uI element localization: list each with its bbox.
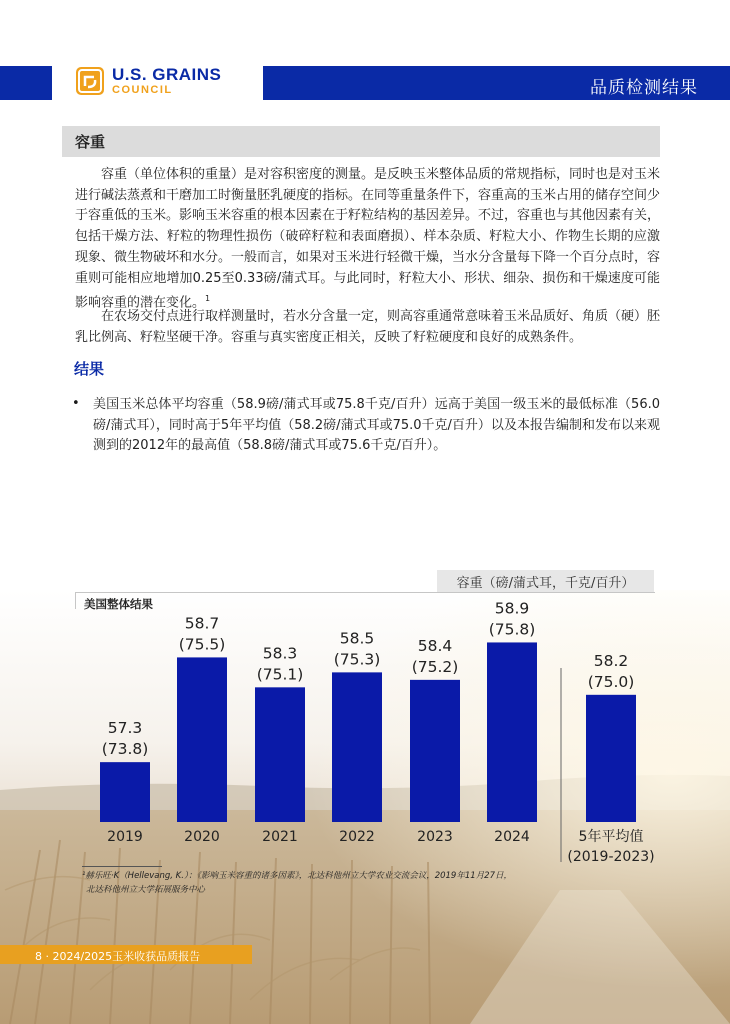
footnote-ref: 1 bbox=[205, 294, 211, 304]
bar-secondary-label: (75.8) bbox=[488, 620, 536, 639]
footnote-line1: ¹赫乐旺·K（Hellevang, K.）：《影响玉米容重的诸多因素》，北达科他州立大学农业交流会议，2019年11月27日， bbox=[82, 871, 512, 881]
bar-secondary-label: (75.1) bbox=[256, 665, 304, 684]
logo-name: U.S. GRAINS bbox=[112, 65, 222, 84]
bar-value-label: 58.7 bbox=[184, 614, 220, 633]
bullet-marker: • bbox=[72, 396, 80, 411]
bar-secondary-label: (73.8) bbox=[101, 740, 149, 759]
bar-value-label: 58.5 bbox=[339, 629, 375, 648]
bar-5年平均值 bbox=[586, 695, 636, 822]
category-label: 2022 bbox=[339, 829, 375, 845]
footnote-line2: 北达科他州立大学拓展服务中心 bbox=[86, 885, 206, 895]
category-label: 2021 bbox=[262, 829, 298, 845]
chart-subtitle: 美国整体结果 bbox=[84, 597, 153, 611]
bar-2024 bbox=[487, 642, 537, 822]
category-label: 2024 bbox=[494, 829, 530, 845]
footer-page-label: 8 · 2024/2025玉米收获品质报告 bbox=[35, 950, 201, 963]
bar-secondary-label: (75.2) bbox=[411, 657, 459, 676]
category-label: 5年平均值 bbox=[578, 829, 644, 845]
footnote-rule bbox=[82, 866, 162, 867]
results-bullet: 美国玉米总体平均容重（58.9磅/蒲式耳或75.8千克/百升）远高于美国一级玉米的最低标准（56.0磅/蒲式耳），同时高于5年平均值（58.2磅/蒲式耳或75.0千克/百升）以及本报告编制和发布以来观测到的2012年的最高值（58.8磅/蒲式耳或75.6千克/百升）。 bbox=[93, 397, 660, 453]
category-label: 2020 bbox=[184, 829, 220, 845]
bar-value-label: 58.4 bbox=[417, 636, 453, 655]
bar-secondary-label: (75.0) bbox=[587, 672, 635, 691]
bar-2019 bbox=[100, 762, 150, 822]
bar-secondary-label: (75.3) bbox=[333, 650, 381, 669]
bar-value-label: 58.9 bbox=[494, 599, 530, 618]
bar-value-label: 57.3 bbox=[107, 719, 143, 738]
bar-value-label: 58.3 bbox=[262, 644, 298, 663]
page-title: 品质检测结果 bbox=[590, 78, 698, 98]
bar-2023 bbox=[410, 680, 460, 822]
category-label: 2019 bbox=[107, 829, 143, 845]
bar-2020 bbox=[177, 657, 227, 822]
bar-secondary-label: (75.5) bbox=[178, 635, 226, 654]
results-heading: 结果 bbox=[74, 360, 105, 378]
chart-title: 容重（磅/蒲式耳，千克/百升） bbox=[437, 570, 654, 592]
category-label: 2023 bbox=[417, 829, 453, 845]
bar-2021 bbox=[255, 687, 305, 822]
section-heading: 容重 bbox=[75, 133, 106, 151]
bar-value-label: 58.2 bbox=[593, 651, 629, 670]
paragraph-1-text: 容重（单位体积的重量）是对容积密度的测量。是反映玉米整体品质的常规指标，同时也是对玉米进行碱法蒸煮和干磨加工时衡量胚乳硬度的指标。在同等重量条件下，容重高的玉米占用的储存空间少于容重低的玉米。影响玉米容重的根本因素在于籽粒结构的基因差异。不过，容重也与其他因素有关，包括干燥方法、籽粒的物理性损伤（破碎籽粒和表面磨损）、样本杂质、籽粒大小、作物生长期的应激现象、微生物破坏和水分。一般而言，如果对玉米进行轻微干燥，当水分含量每下降一个百分点时，容重则可能相应地增加0.25至0.33磅/蒲式耳。与此同时，籽粒大小、形状、细杂、损伤和干燥速度可能影响容重的潜在变化。 bbox=[75, 167, 661, 311]
logo-council: COUNCIL bbox=[112, 84, 173, 96]
paragraph-2: 在农场交付点进行取样测量时，若水分含量一定，则高容重通常意味着玉米品质好、角质（硬）胚乳比例高、籽粒坚硬干净。容重与真实密度正相关，反映了籽粒硬度和良好的成熟条件。 bbox=[75, 309, 661, 345]
category-sublabel: (2019-2023) bbox=[567, 849, 655, 865]
bar-2022 bbox=[332, 672, 382, 822]
